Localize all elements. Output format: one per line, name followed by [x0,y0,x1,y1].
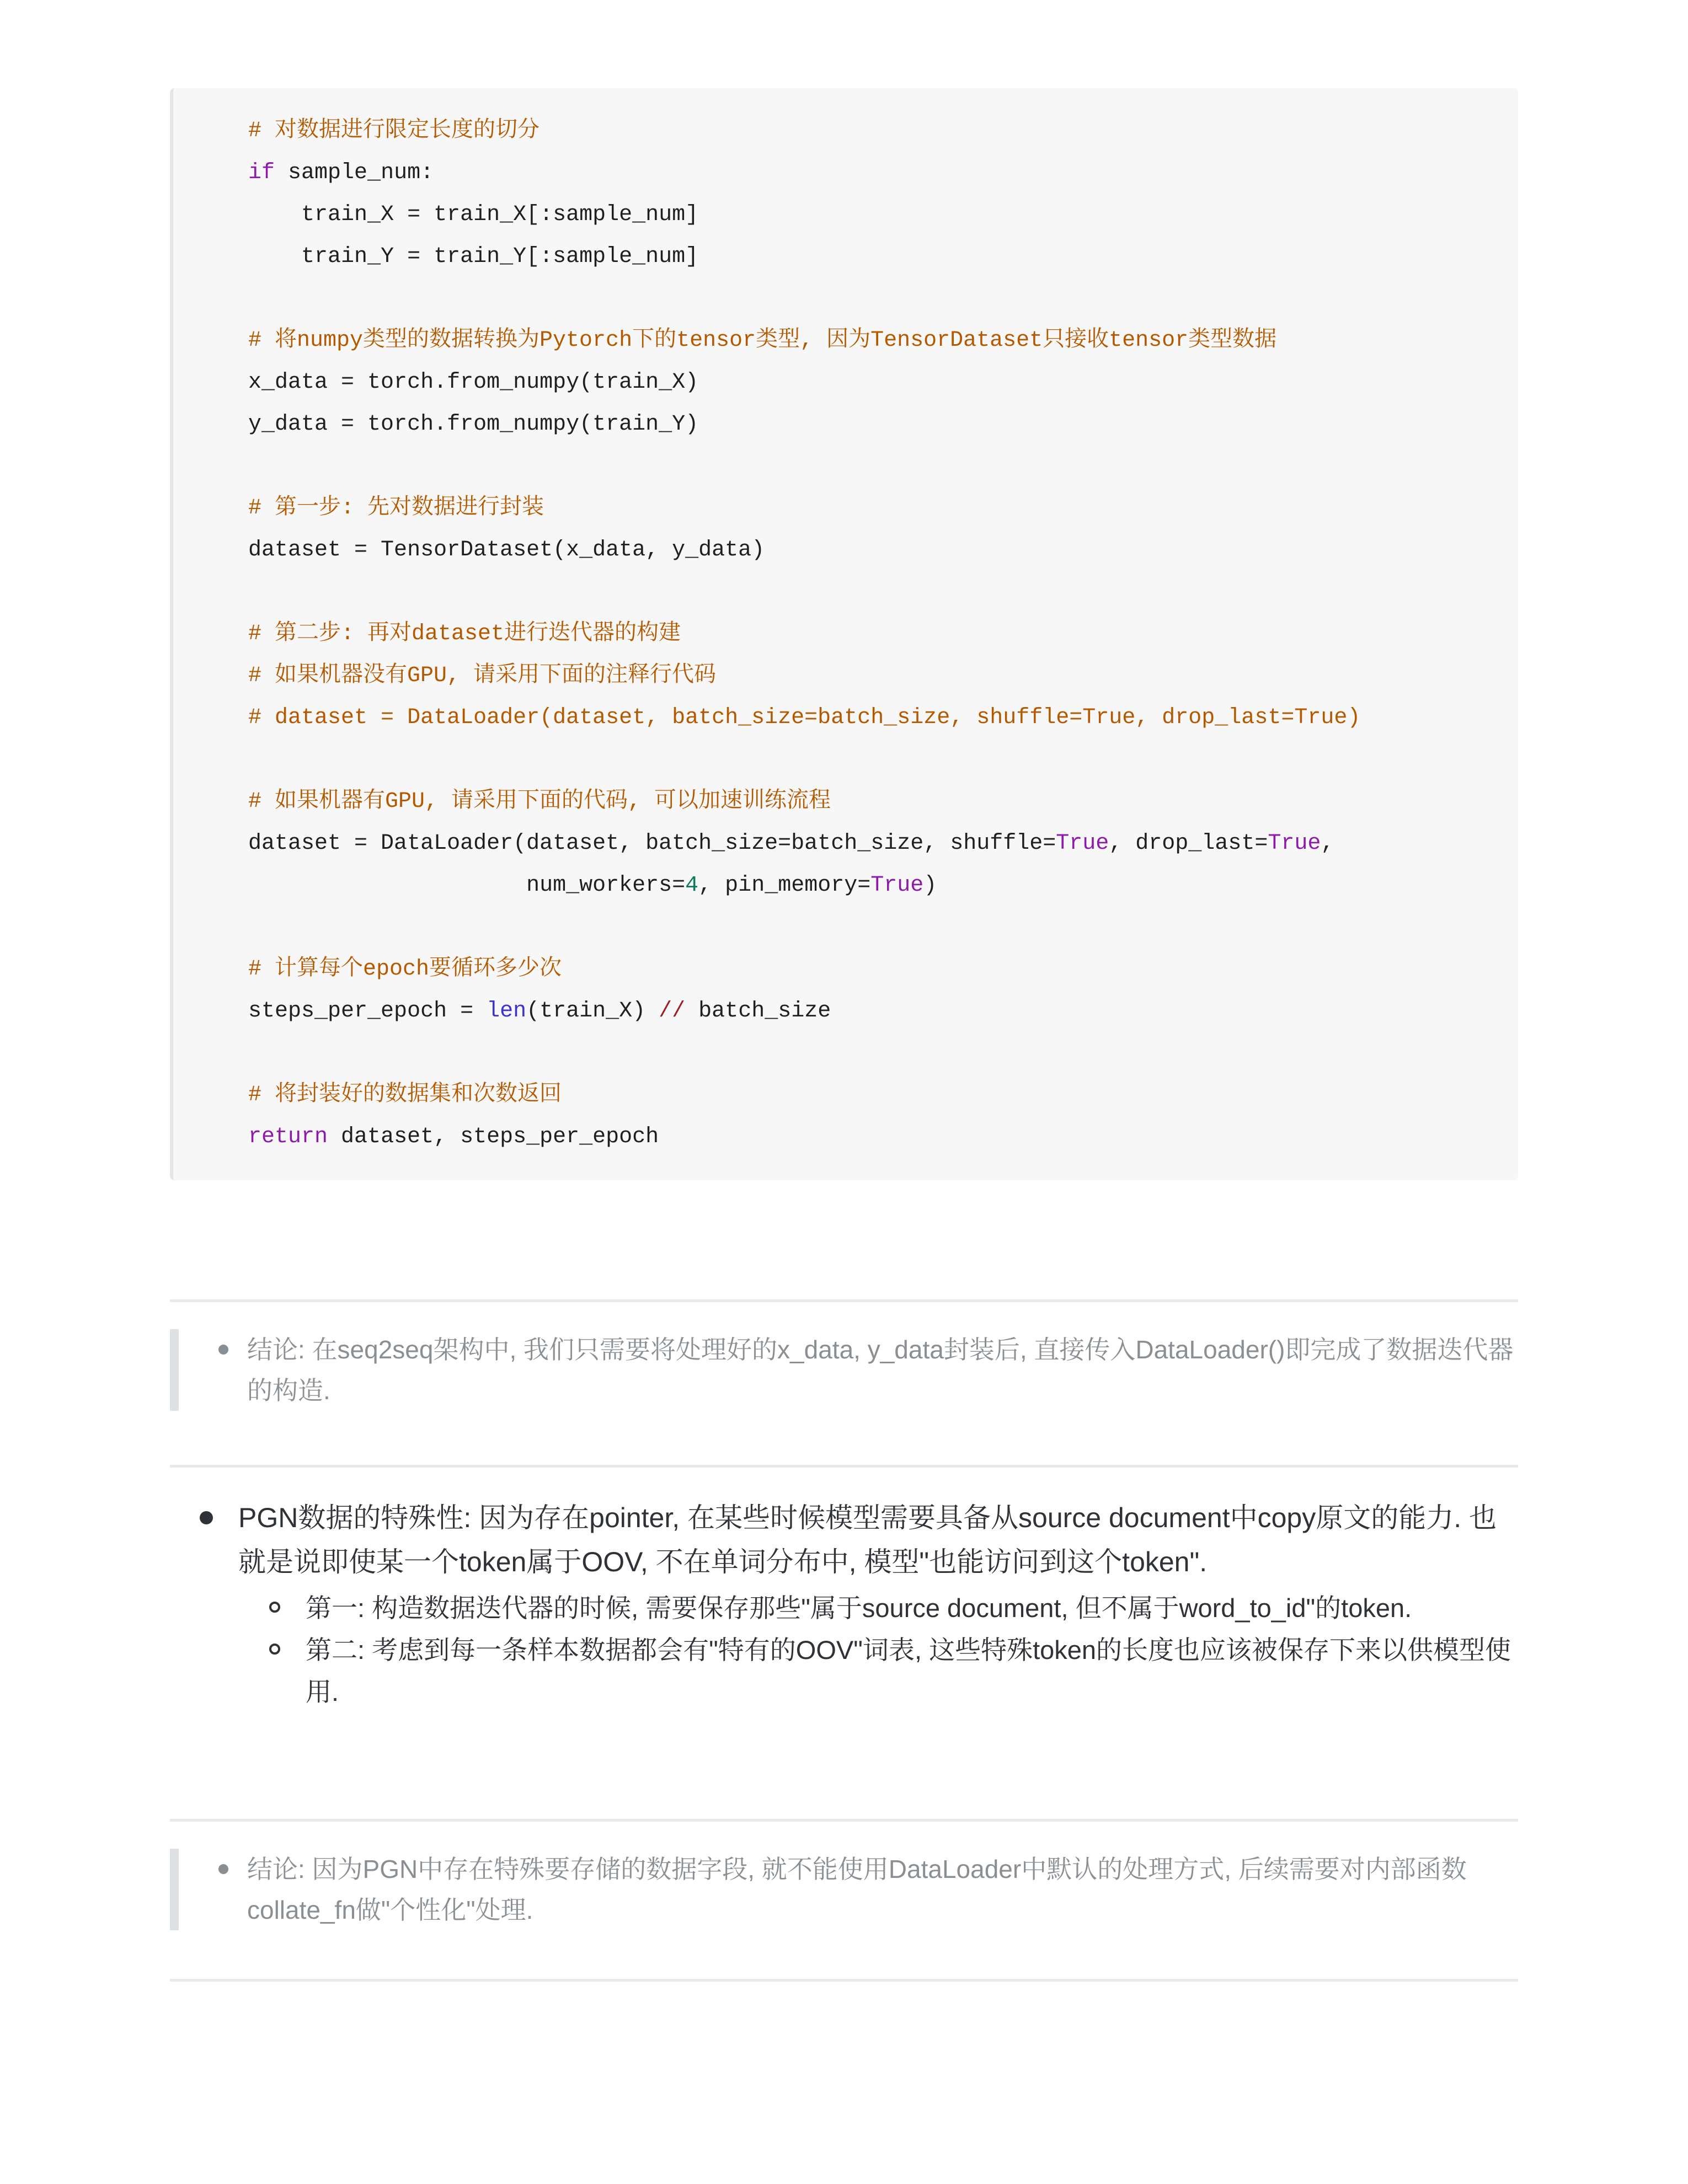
code-token-plain: dataset = TensorDataset(x_data, y_data) [195,538,765,563]
code-token-comment: # 第一步: 先对数据进行封装 [195,496,544,521]
code-token-plain: (train_X) [526,999,659,1024]
list-item [170,1496,1518,1584]
section-divider-2 [170,1465,1518,1468]
code-content [195,110,1498,1158]
conclusion-callout-2 [170,1849,1518,1930]
conclusion-text-2: 结论: 因为PGN中存在特殊要存储的数据字段, 就不能使用DataLoader中默认的处理方式, 后续需要对内部函数collate_fn做"个性化"处理. [247,1855,1467,1924]
list-item [211,1849,1518,1930]
list-item [170,1587,1518,1629]
list-item [211,1329,1518,1411]
pgn-sub-text-1: 第一: 构造数据迭代器的时候, 需要保存那些"属于source document, 但不属于word_to_id"的token. [306,1593,1412,1623]
code-token-comment: # 对数据进行限定长度的切分 [195,119,540,143]
code-token-comment: # 将numpy类型的数据转换为Pytorch下的tensor类型, 因为TensorDataset只接收tensor类型数据 [195,328,1277,353]
code-token-keyword: if [195,160,275,185]
bullet-disc-icon [200,1511,213,1524]
pgn-bullet-text: PGN数据的特殊性: 因为存在pointer, 在某些时候模型需要具备从source document中copy原文的能力. 也就是说即使某一个token属于OOV, 不在单词分布中, 模型"也能访问到这个token". [238,1502,1497,1577]
code-token-comment: # 计算每个epoch要循环多少次 [195,957,562,982]
section-divider-1 [170,1299,1518,1302]
code-token-keyword: True [1268,831,1321,856]
code-token-comment: # 如果机器没有GPU, 请采用下面的注释行代码 [195,663,717,688]
code-token-plain: , drop_last= [1109,831,1268,856]
conclusion-text-1: 结论: 在seq2seq架构中, 我们只需要将处理好的x_data, y_data封装后, 直接传入DataLoader()即完成了数据迭代器的构造. [247,1335,1514,1405]
code-token-plain: , pin_memory= [698,873,871,898]
bullet-circle-icon [269,1644,280,1655]
code-token-plain: y_data = torch.from_numpy(train_Y) [195,412,699,437]
bullet-circle-icon [269,1602,280,1613]
code-token-comment: # dataset = DataLoader(dataset, batch_size=batch_size, shuffle=True, drop_last=True) [195,705,1361,730]
code-block [170,88,1518,1180]
code-token-keyword: return [195,1125,328,1149]
pgn-sub-text-2: 第二: 考虑到每一条样本数据都会有"特有的OOV"词表, 这些特殊token的长度也应该被保存下来以供模型使用. [306,1635,1511,1706]
code-token-plain: ) [923,873,937,898]
bullet-disc-icon [218,1345,228,1355]
pgn-sub-list [170,1587,1518,1713]
code-token-comment: # 将封装好的数据集和次数返回 [195,1083,562,1107]
bullet-disc-icon [218,1864,228,1874]
code-token-plain: train_X = train_X[:sample_num] [195,202,699,227]
code-token-number: 4 [685,873,699,898]
code-token-plain: steps_per_epoch = [195,999,487,1024]
code-token-comment: # 第二步: 再对dataset进行迭代器的构建 [195,622,681,646]
code-token-builtin: len [487,999,527,1024]
conclusion-callout-1 [170,1329,1518,1411]
code-token-operator: // [659,999,686,1024]
code-token-plain: train_Y = train_Y[:sample_num] [195,244,699,269]
code-token-comment: # 如果机器有GPU, 请采用下面的代码, 可以加速训练流程 [195,789,831,814]
code-token-plain: sample_num: [275,160,434,185]
code-token-plain: dataset, steps_per_epoch [328,1125,659,1149]
code-token-plain: dataset = DataLoader(dataset, batch_size=batch_size, shuffle= [195,831,1056,856]
code-token-plain: x_data = torch.from_numpy(train_X) [195,370,699,395]
list-item [170,1629,1518,1713]
code-token-keyword: True [870,873,924,898]
pgn-bullet-list [170,1496,1518,1713]
section-divider-3 [170,1819,1518,1822]
code-token-plain: num_workers= [195,873,686,898]
section-divider-4 [170,1979,1518,1982]
code-token-plain: , [1321,831,1334,856]
code-token-plain: batch_size [685,999,831,1024]
code-token-keyword: True [1056,831,1109,856]
